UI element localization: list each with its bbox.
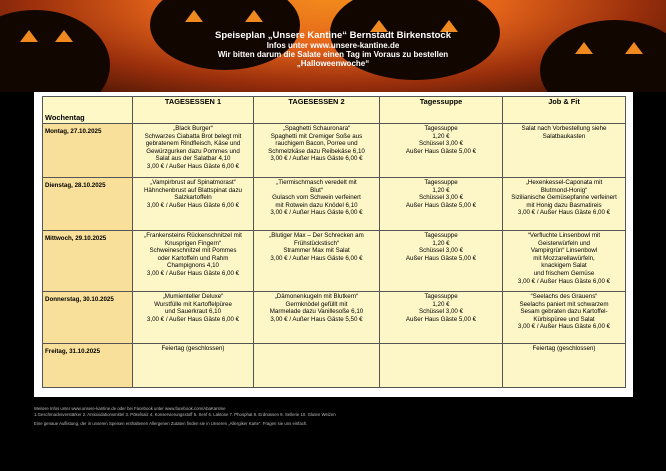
footer-allergens: 1.Geschmacksverstärker 2. Antioxidationsmittel 3. Pökelsalz 4. Konservierungsstoff 5. Senf 6. Laktose 7. Phosphat 8. Erdnüssen 9. Sellerie 10. Gluten Weizen bbox=[34, 412, 336, 417]
day-cell: Donnerstag, 30.10.2025 bbox=[43, 292, 133, 344]
menu-line: 3,00 € / Außer Haus Gäste 6,00 € bbox=[270, 254, 363, 262]
header-wochentag: Wochentag bbox=[43, 97, 133, 124]
soup-cell bbox=[380, 231, 503, 292]
menu-line: „Dämonenkugeln mit Blutkern“ bbox=[274, 293, 359, 300]
pumpkin-eye-icon bbox=[575, 42, 593, 54]
menu-line: 3,00 € / Außer Haus Gäste 6,00 € bbox=[146, 269, 240, 277]
pumpkin-left bbox=[0, 10, 110, 92]
menu-line: Salzkartoffeln bbox=[174, 194, 212, 202]
menu-line: Schweineschnitzel mit Pommes bbox=[149, 247, 237, 255]
menu-line: „Hexenkessel-Caponata mit bbox=[525, 179, 603, 186]
dish1-cell bbox=[133, 231, 254, 292]
menu-line: 3,00 € / Außer Haus Gäste 6,00 € bbox=[270, 155, 363, 163]
footer-note: Eine genaue Auflistung, der in unseren Speisen enthaltenen Allergenen Zutaten finden sie in Unseren „Allergiker Karte“. Fragen sie uns einfach. bbox=[34, 421, 308, 426]
menu-line: knackigem Salat bbox=[541, 262, 587, 270]
menu-line: Schwarzes Ciabatta Brot belegt mit bbox=[144, 132, 242, 140]
pumpkin-eye-icon bbox=[185, 10, 203, 22]
dish2-cell bbox=[254, 231, 380, 292]
theme-line: „Halloweenwoche“ bbox=[296, 59, 370, 68]
menu-line: 3,00 € / Außer Haus Gäste 6,00 € bbox=[517, 277, 611, 285]
menu-line: Schüssel 3,00 € bbox=[418, 140, 464, 148]
menu-line: „Mumienteller Deluxe“ bbox=[162, 293, 224, 300]
notice-line: Wir bitten darum die Salate einen Tag im Voraus zu bestellen bbox=[217, 50, 449, 59]
menu-line: Marmelade dazu Vanillesoße 6,10 bbox=[269, 308, 364, 316]
menu-line: Außer Haus Gäste 5,00 € bbox=[405, 147, 477, 155]
day-cell: Montag, 27.10.2025 bbox=[43, 124, 133, 178]
menu-line: Kürbispüree und Salat bbox=[533, 315, 595, 323]
menu-line: Salatbaukasten bbox=[542, 132, 586, 140]
header-tagesessen-1: TAGESESSEN 1 bbox=[133, 97, 254, 124]
header-tagessuppe: Tagessuppe bbox=[380, 97, 503, 124]
header-tagesessen-2: TAGESESSEN 2 bbox=[254, 97, 380, 124]
dish1-cell bbox=[133, 178, 254, 231]
menu-line: Gulasch vom Schwein verfeinert bbox=[272, 194, 361, 202]
menu-line: mit Rotwein dazu Knödel 6,10 bbox=[275, 201, 358, 209]
fit-cell bbox=[503, 231, 626, 292]
menu-line: Außer Haus Gäste 5,00 € bbox=[405, 315, 477, 323]
menu-line: 3,00 € / Außer Haus Gäste 6,00 € bbox=[270, 209, 363, 217]
page-title: Speiseplan „Unsere Kantine“ Bernstadt Birkenstock bbox=[215, 30, 451, 41]
day-cell: Freitag, 31.10.2025 bbox=[43, 344, 133, 388]
menu-line: 1,20 € bbox=[432, 186, 450, 194]
menu-line: und frischem Gemüse bbox=[533, 269, 595, 277]
menu-line: Salat nach Vorbestellung siehe bbox=[521, 125, 607, 132]
menu-line: oder Kartoffeln und Rahm bbox=[157, 254, 229, 262]
menu-line: Tagessuppe bbox=[424, 125, 458, 132]
pumpkin-eye-icon bbox=[245, 10, 263, 22]
menu-line: Sesam gebraten dazu Kartoffel- bbox=[520, 308, 608, 316]
menu-line: Tagessuppe bbox=[424, 293, 458, 300]
menu-line: 1,20 € bbox=[432, 239, 450, 247]
menu-line: „Tiermischmasch veredelt mit bbox=[276, 179, 357, 186]
menu-line: 3,00 € / Außer Haus Gäste 6,00 € bbox=[517, 323, 611, 331]
menu-line: “Verfluchte Linsenbowl mit bbox=[527, 232, 601, 239]
table-row bbox=[43, 231, 626, 292]
menu-line: Blut“ bbox=[310, 186, 323, 194]
info-line: Infos unter www.unsere-kantine.de bbox=[266, 41, 400, 50]
soup-cell bbox=[380, 178, 503, 231]
menu-line: „Vampirbrust auf Spinatmorast“ bbox=[150, 179, 236, 186]
menu-line: Seelachs paniert mit schwarzem bbox=[519, 300, 609, 308]
pumpkin-eye-icon bbox=[55, 30, 73, 42]
menu-line: 3,00 € / Außer Haus Gäste 6,00 € bbox=[146, 315, 240, 323]
menu-table bbox=[42, 96, 626, 388]
header-job-fit: Job & Fit bbox=[503, 97, 626, 124]
soup-cell bbox=[380, 292, 503, 344]
menu-line: Feiertag (geschlossen) bbox=[161, 345, 225, 352]
pumpkin-eye-icon bbox=[20, 30, 38, 42]
table-row bbox=[43, 178, 626, 231]
footer bbox=[34, 406, 634, 427]
menu-line: Gewürzgurken dazu Pommes und bbox=[146, 147, 240, 155]
menu-line: Champignons 4,10 bbox=[167, 262, 219, 270]
menu-line: 3,00 € / Außer Haus Gäste 6,00 € bbox=[146, 162, 240, 170]
menu-line: Sizilianische Gemüsepfanne verfeinert bbox=[511, 194, 617, 202]
pumpkin-right bbox=[540, 20, 666, 92]
menu-line: „Spaghetti Schauronara“ bbox=[282, 125, 351, 132]
header-text bbox=[120, 30, 546, 68]
menu-line: „Black Burger“ bbox=[173, 125, 213, 132]
menu-line: rauchigem Bacon, Porree und bbox=[275, 140, 358, 148]
day-cell: Dienstag, 28.10.2025 bbox=[43, 178, 133, 231]
dish2-cell bbox=[254, 344, 380, 388]
menu-sheet bbox=[34, 92, 633, 397]
menu-line: Hähnchenbrust auf Blattspinat dazu bbox=[143, 186, 243, 194]
menu-line: 3,00 € / Außer Haus Gäste 5,50 € bbox=[270, 315, 363, 323]
menu-line: Salat aus der Salatbar 4,10 bbox=[155, 155, 231, 163]
menu-line: Vampirgrün“ Linsenbowl bbox=[530, 247, 598, 255]
dish1-cell bbox=[133, 344, 254, 388]
menu-line: 1,20 € bbox=[432, 132, 450, 140]
menu-line: „Blutiger Max – Der Schrecken am bbox=[269, 232, 364, 239]
menu-line: Germknödel gefüllt mit bbox=[285, 300, 348, 308]
pumpkin-eye-icon bbox=[625, 42, 643, 54]
menu-line: Schüssel 3,00 € bbox=[418, 194, 464, 202]
dish2-cell bbox=[254, 292, 380, 344]
menu-line: Strammer Max mit Salat bbox=[283, 247, 350, 255]
menu-line: Schüssel 3,00 € bbox=[418, 308, 464, 316]
menu-line: mit Honig dazu Basmatireis bbox=[526, 201, 602, 209]
menu-line: Spaghetti mit Cremiger Soße aus bbox=[270, 132, 363, 140]
fit-cell bbox=[503, 292, 626, 344]
menu-line: 3,00 € / Außer Haus Gäste 6,00 € bbox=[517, 209, 611, 217]
menu-line: Außer Haus Gäste 5,00 € bbox=[405, 201, 477, 209]
menu-line: Frühstückstisch“ bbox=[293, 239, 340, 247]
dish2-cell bbox=[254, 178, 380, 231]
table-row bbox=[43, 292, 626, 344]
table-row bbox=[43, 124, 626, 178]
menu-line: “Seelachs des Grauens“ bbox=[530, 293, 598, 300]
table-row bbox=[43, 344, 626, 388]
menu-line: Wurstfülle mit Kartoffelpüree bbox=[154, 300, 232, 308]
soup-cell bbox=[380, 344, 503, 388]
fit-cell bbox=[503, 344, 626, 388]
menu-line: 1,20 € bbox=[432, 300, 450, 308]
day-cell: Mittwoch, 29.10.2025 bbox=[43, 231, 133, 292]
dish1-cell bbox=[133, 292, 254, 344]
dish1-cell bbox=[133, 124, 254, 178]
footer-info: Weitere Infos unter www.unsere-kantine.de oder bei Facebook unter www.facebook.com/AbaKantine bbox=[34, 406, 226, 411]
menu-line: mit Mozzarellawürfeln, bbox=[533, 254, 595, 262]
menu-line: Schüssel 3,00 € bbox=[418, 247, 464, 255]
menu-line: Tagessuppe bbox=[424, 232, 458, 239]
menu-line: gebratenem Rindfleisch, Käse und bbox=[145, 140, 241, 148]
fit-cell bbox=[503, 124, 626, 178]
dish2-cell bbox=[254, 124, 380, 178]
menu-line: Außer Haus Gäste 5,00 € bbox=[405, 254, 477, 262]
menu-line: Knusprigen Fingern“ bbox=[164, 239, 222, 247]
menu-line: Schmelzkäse dazu Reibekäse 6,10 bbox=[268, 147, 365, 155]
menu-line: Tagessuppe bbox=[424, 179, 458, 186]
soup-cell bbox=[380, 124, 503, 178]
fit-cell bbox=[503, 178, 626, 231]
menu-line: 3,00 € / Außer Haus Gäste 6,00 € bbox=[146, 201, 240, 209]
menu-line: Feiertag (geschlossen) bbox=[532, 345, 596, 352]
menu-line: und Sauerkraut 6,10 bbox=[164, 308, 222, 316]
menu-line: Geisterwürfeln und bbox=[538, 239, 590, 247]
halloween-banner bbox=[0, 0, 666, 92]
menu-line: „Frankensteins Rückenschnitzel mit bbox=[144, 232, 242, 239]
menu-line: Blutmond-Honig“ bbox=[540, 186, 588, 194]
